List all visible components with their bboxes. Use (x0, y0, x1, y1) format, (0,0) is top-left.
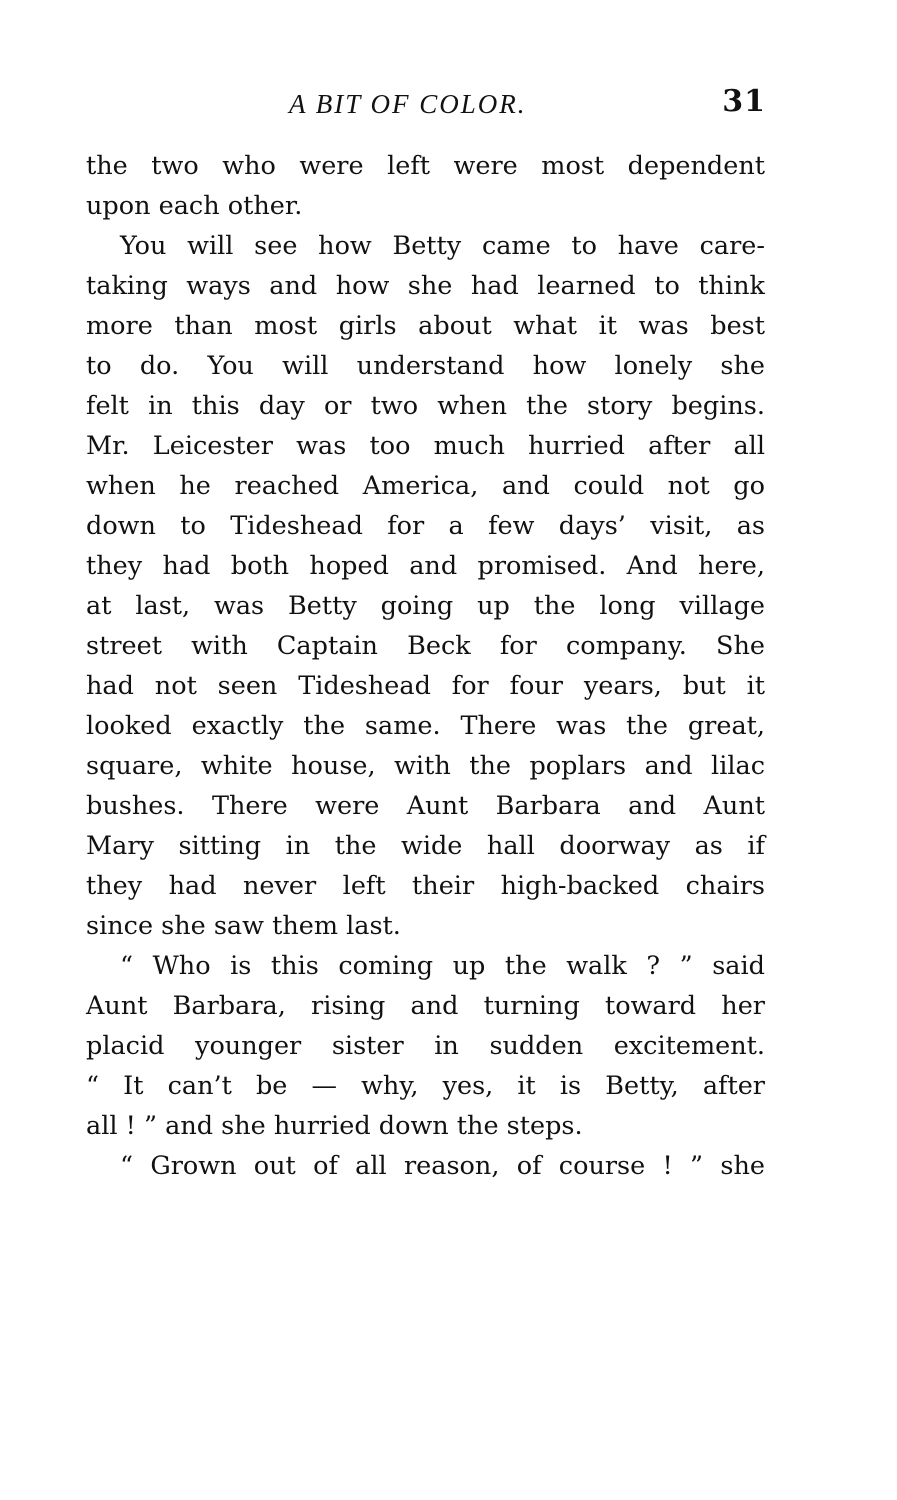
text-line: looked exactly the same. There was the great, (86, 711, 765, 741)
text-line: street with Captain Beck for company. She (86, 631, 765, 661)
text-line: “ Who is this coming up the walk ? ” said (120, 951, 765, 981)
text-line: felt in this day or two when the story begins. (86, 391, 765, 421)
text-line: the two who were left were most dependent (86, 151, 765, 181)
text-line: upon each other. (86, 191, 303, 221)
text-line: bushes. There were Aunt Barbara and Aunt (86, 791, 765, 821)
running-head (86, 84, 766, 132)
text-line: You will see how Betty came to have care- (120, 231, 765, 261)
text-line: had not seen Tideshead for four years, but it (86, 671, 765, 701)
text-line: they had both hoped and promised. And here, (86, 551, 765, 581)
text-line: down to Tideshead for a few days’ visit, as (86, 511, 765, 541)
text-line: square, white house, with the poplars and lilac (86, 751, 765, 781)
text-line: Aunt Barbara, rising and turning toward her (86, 991, 765, 1021)
text-line: since she saw them last. (86, 911, 401, 941)
text-line: to do. You will understand how lonely she (86, 351, 765, 381)
text-line: all ! ” and she hurried down the steps. (86, 1111, 583, 1141)
text-line: when he reached America, and could not go (86, 471, 765, 501)
text-line: placid younger sister in sudden excitement. (86, 1031, 765, 1061)
text-line: “ It can’t be — why, yes, it is Betty, after (86, 1071, 765, 1101)
text-line: taking ways and how she had learned to think (86, 271, 765, 301)
page-number: 31 (722, 84, 766, 119)
text-line: more than most girls about what it was best (86, 311, 765, 341)
body-text (86, 146, 765, 1186)
running-title: A BIT OF COLOR. (289, 89, 527, 119)
text-line: Mr. Leicester was too much hurried after all (86, 431, 765, 461)
text-line: Mary sitting in the wide hall doorway as if (86, 831, 765, 861)
text-line: “ Grown out of all reason, of course ! ” she (120, 1151, 765, 1181)
text-line: at last, was Betty going up the long village (86, 591, 765, 621)
text-line: they had never left their high-backed chairs (86, 871, 765, 901)
